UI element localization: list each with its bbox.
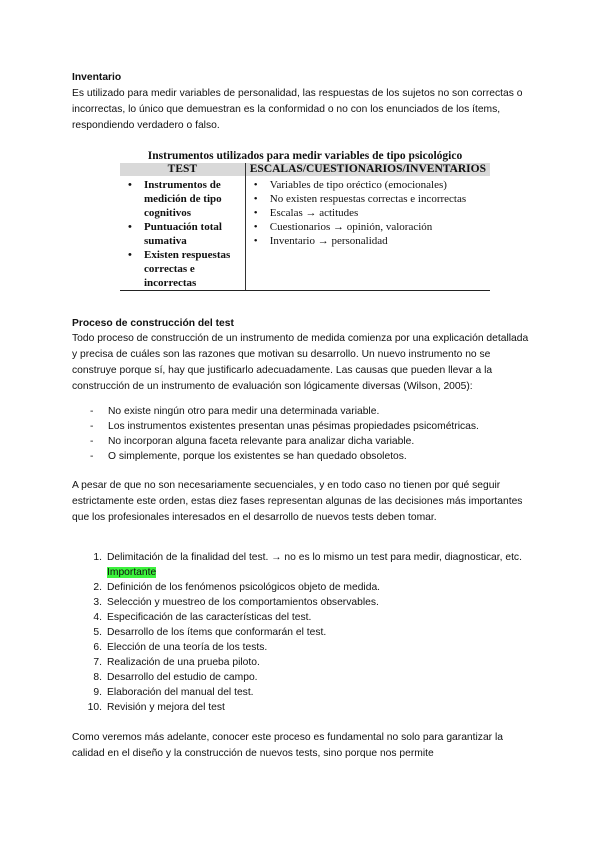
dash-marker: - bbox=[90, 436, 94, 447]
item-text: Definición de los fenómenos psicológicos objeto de medida. bbox=[107, 582, 381, 593]
escalas-item: • Variables de tipo oréctico (emocionales) bbox=[250, 178, 486, 192]
escalas-item: • No existen respuestas correctas e incorrectas bbox=[250, 192, 486, 206]
item-text: Realización de una prueba piloto. bbox=[107, 657, 260, 668]
escalas-item: • Cuestionarios → opinión, valoración bbox=[250, 220, 486, 234]
table-cell-test bbox=[120, 176, 245, 291]
bullet-text: No incorporan alguna faceta relevante para analizar dicha variable. bbox=[108, 436, 415, 447]
proceso-heading: Proceso de construcción del test bbox=[72, 318, 234, 329]
test-item: • Existen respuestas correctas e incorrectas bbox=[124, 248, 241, 290]
item-number: 6. bbox=[93, 642, 102, 653]
table-header-test: TEST bbox=[120, 163, 245, 176]
item-number: 9. bbox=[93, 687, 102, 698]
item-number: 2. bbox=[93, 582, 102, 593]
escalas-item: • Inventario → personalidad bbox=[250, 234, 486, 248]
importante-highlight: Importante bbox=[107, 567, 157, 578]
bullet-text: O simplemente, porque los existentes se han quedado obsoletos. bbox=[108, 451, 407, 462]
item-text: Especificación de las características del test. bbox=[107, 612, 312, 623]
item-text: Revisión y mejora del test bbox=[107, 702, 225, 713]
item-text bbox=[107, 550, 527, 580]
item-number: 10. bbox=[87, 702, 102, 713]
table-header-escalas: ESCALAS/CUESTIONARIOS/INVENTARIOS bbox=[245, 163, 490, 176]
instruments-table bbox=[120, 150, 490, 291]
table-cell-escalas bbox=[245, 176, 490, 291]
bullet-text: No existe ningún otro para medir una determinada variable. bbox=[108, 406, 380, 417]
item-text: Desarrollo de los ítems que conformarán el test. bbox=[107, 627, 327, 638]
test-item: • Instrumentos de medición de tipo cognitivos bbox=[124, 178, 241, 220]
item-number: 1. bbox=[93, 552, 102, 563]
item-number: 7. bbox=[93, 657, 102, 668]
item-text: Elaboración del manual del test. bbox=[107, 687, 254, 698]
closing-paragraph: Como veremos más adelante, conocer este proceso es fundamental no solo para garantizar la calidad en el diseño y la construcción de nuevos tests, sino porque nos permite bbox=[72, 732, 503, 759]
item-number: 5. bbox=[93, 627, 102, 638]
fases-intro-paragraph: A pesar de que no son necesariamente secuenciales, y en todo caso no tienen por qué seguir estrictamente este orden, estas diez fases representan algunas de las decisiones más importantes que los profesionales interesados en el desarrollo de nuevos tests deben tomar. bbox=[72, 480, 523, 523]
dash-marker: - bbox=[90, 421, 94, 432]
inventario-heading: Inventario bbox=[72, 72, 122, 83]
dash-marker: - bbox=[90, 406, 94, 417]
bullet-text: Los instrumentos existentes presentan unas pésimas propiedades psicométricas. bbox=[108, 421, 479, 432]
inventario-paragraph: Es utilizado para medir variables de personalidad, las respuestas de los sujetos no son correctas o incorrectas, lo único que demuestran es la conformidad o no con los enunciados de los ítems, respondiendo verdadero o falso. bbox=[72, 88, 523, 131]
dash-marker: - bbox=[90, 451, 94, 462]
item-text: Selección y muestreo de los comportamientos observables. bbox=[107, 597, 379, 608]
item-text: Desarrollo del estudio de campo. bbox=[107, 672, 258, 683]
item-number: 8. bbox=[93, 672, 102, 683]
test-item: • Puntuación total sumativa bbox=[124, 220, 241, 248]
proceso-paragraph: Todo proceso de construcción de un instrumento de medida comienza por una explicación detallada y precisa de cuáles son las razones que motivan su desarrollo. Un nuevo instrumento no se construye porque sí, hay que justificarlo adecuadamente. Las causas que pueden llevar a la construcción de un instrumento de evaluación son lógicamente diversas (Wilson, 2005): bbox=[72, 333, 529, 392]
item-text-main: Delimitación de la finalidad del test. → no es lo mismo un test para medir, diagnosticar, etc. bbox=[107, 552, 522, 563]
item-number: 3. bbox=[93, 597, 102, 608]
item-text: Elección de una teoría de los tests. bbox=[107, 642, 268, 653]
item-number: 4. bbox=[93, 612, 102, 623]
escalas-item: • Escalas → actitudes bbox=[250, 206, 486, 220]
table-title: Instrumentos utilizados para medir variables de tipo psicológico bbox=[147, 150, 463, 162]
